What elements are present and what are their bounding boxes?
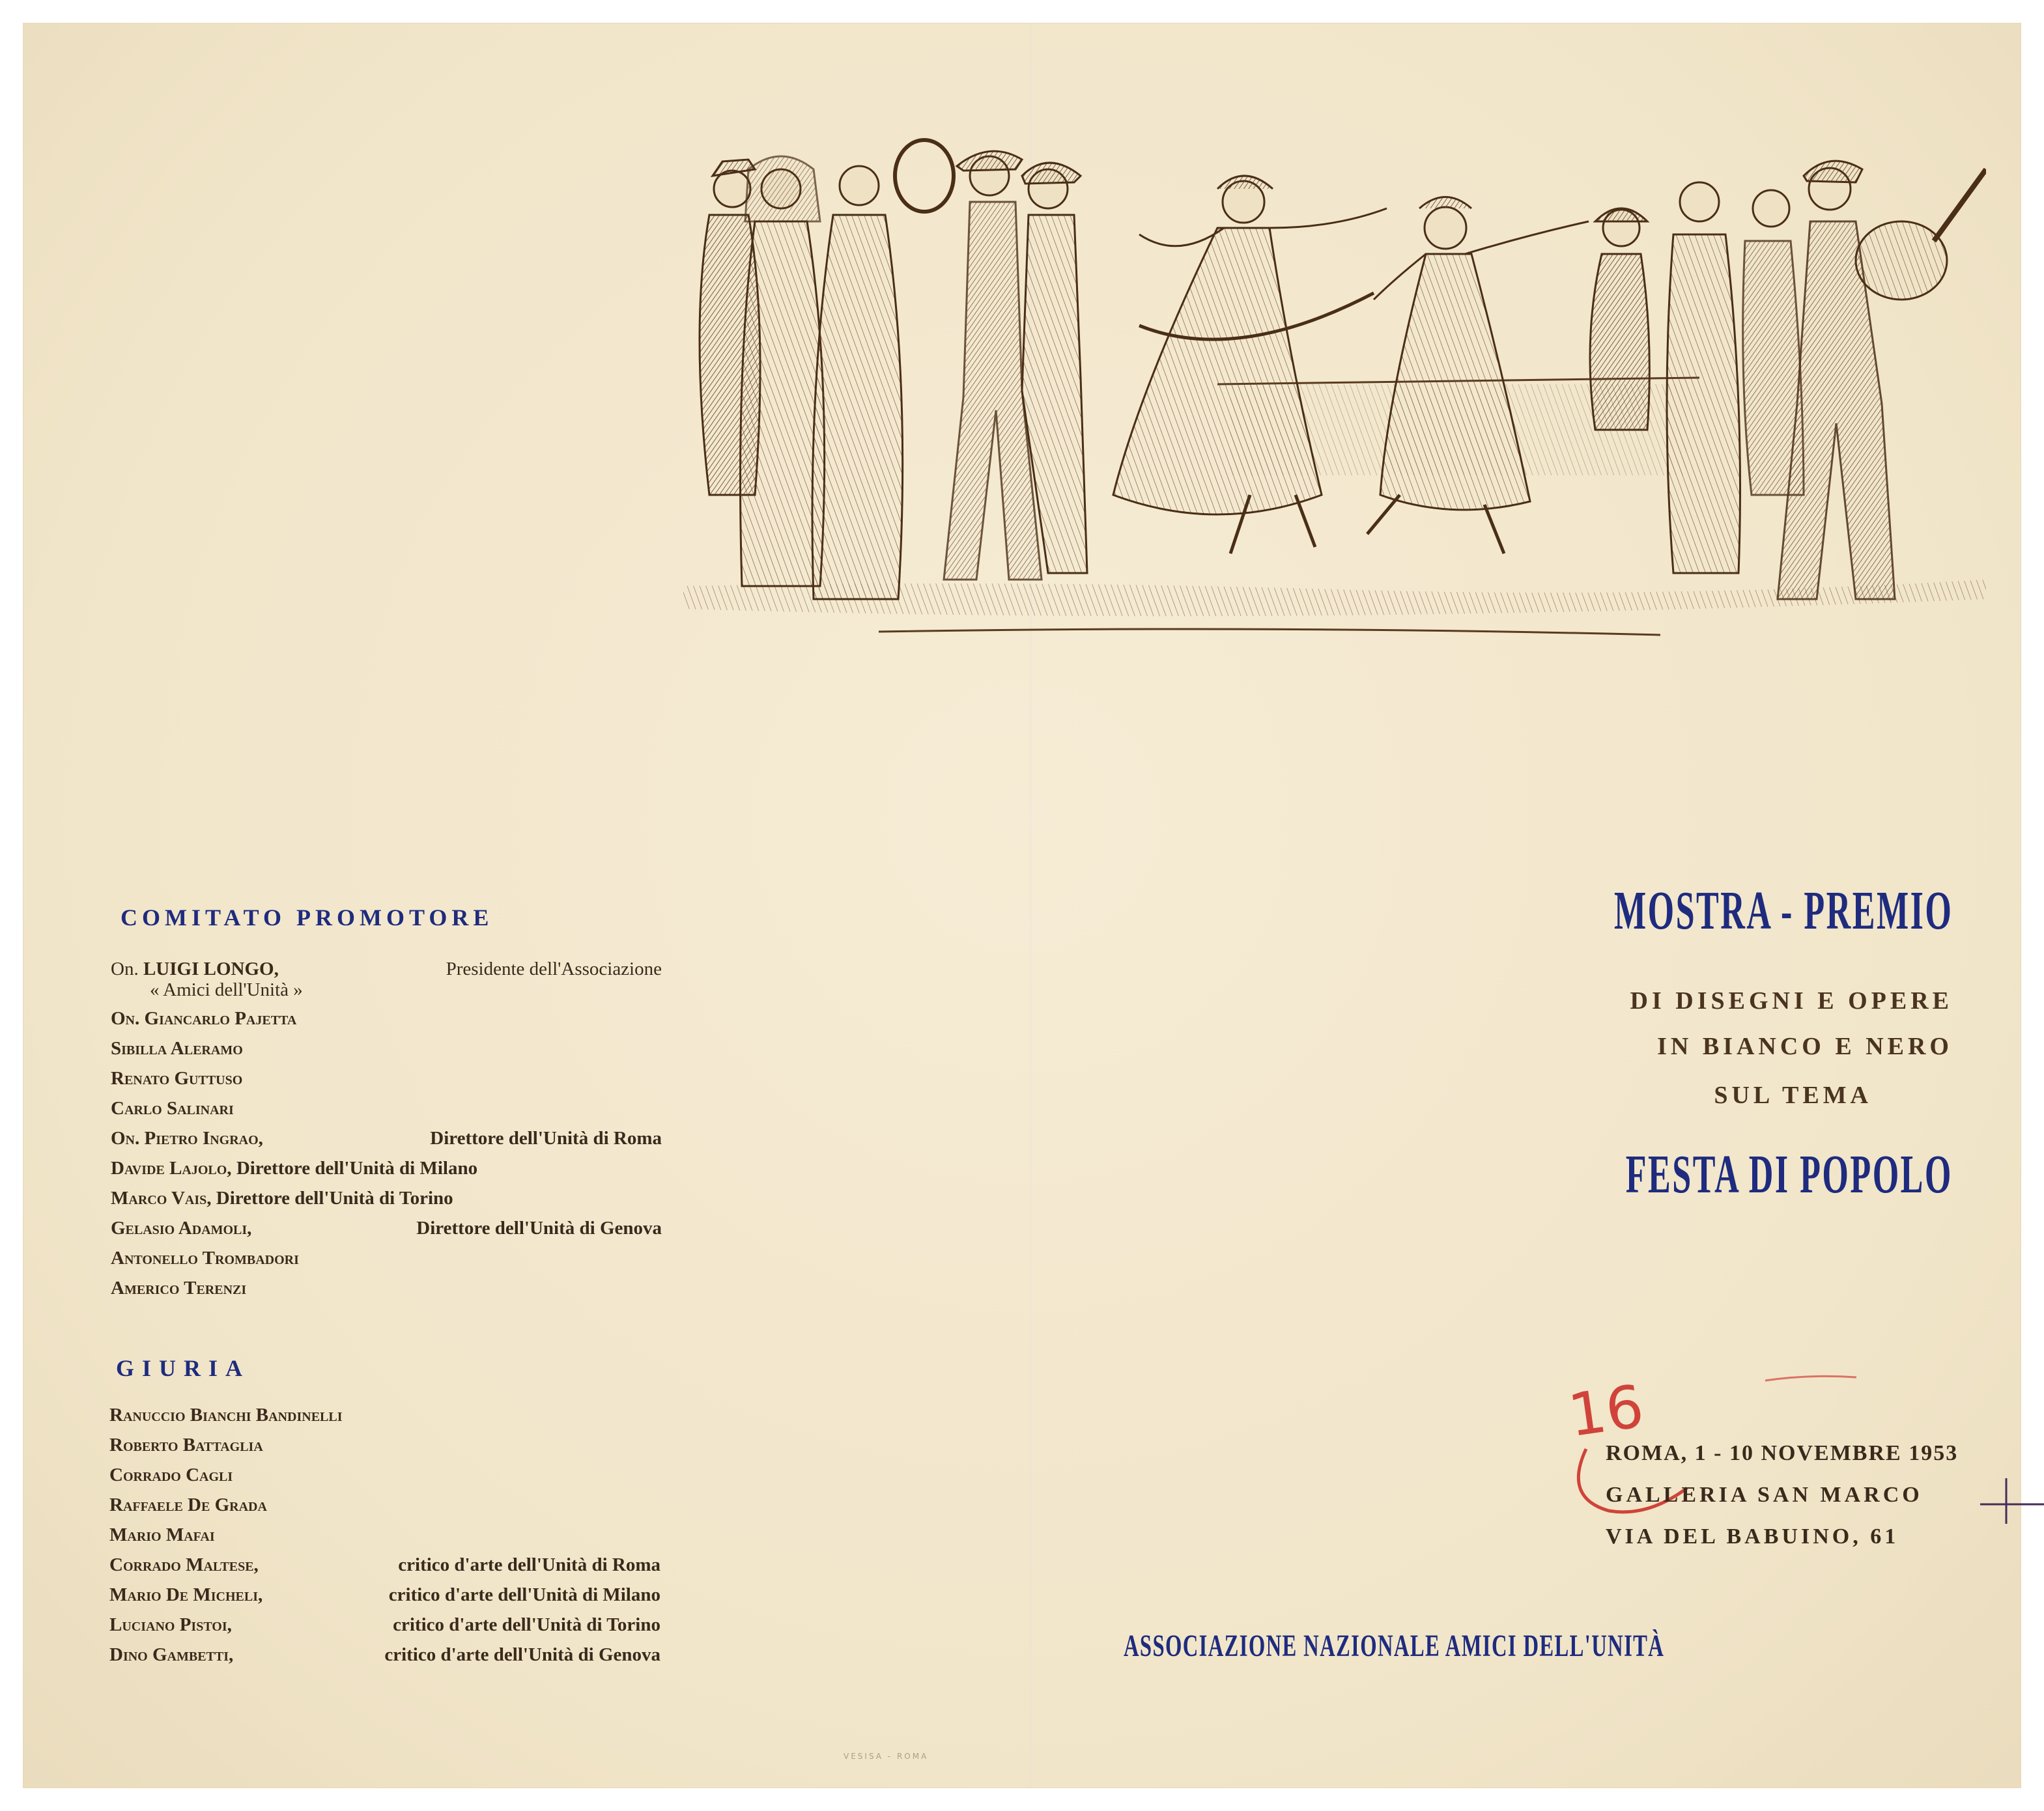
- member-name: Davide Lajolo,: [111, 1158, 232, 1179]
- committee-title: COMITATO PROMOTORE: [121, 905, 494, 931]
- member-name: Marco Vais,: [111, 1188, 212, 1209]
- printer-mark: VESISA - ROMA: [844, 1752, 929, 1761]
- member-role: Direttore dell'Unità di Torino: [216, 1188, 453, 1209]
- member-name: Carlo Salinari: [111, 1098, 234, 1119]
- list-item: [111, 1273, 677, 1303]
- folk-dance-engraving: [683, 130, 1986, 658]
- exhibition-title: MOSTRA - PREMIO: [1613, 880, 1953, 941]
- member-name: Ranuccio Bianchi Bandinelli: [109, 1405, 343, 1425]
- member-prefix: On.: [111, 959, 139, 979]
- organizer-name: ASSOCIAZIONE NAZIONALE AMICI DELL'UNITÀ: [1124, 1629, 1665, 1663]
- member-name: Americo Terenzi: [111, 1278, 247, 1299]
- member-name: Giancarlo Pajetta: [144, 1008, 297, 1029]
- list-item: [109, 1490, 676, 1520]
- list-item: [111, 1123, 662, 1153]
- member-role-continuation: « Amici dell'Unità »: [150, 979, 303, 1000]
- list-item: [111, 1093, 677, 1123]
- event-address: VIA DEL BABUINO, 61: [1606, 1524, 1899, 1549]
- member-role: Direttore dell'Unità di Milano: [236, 1158, 478, 1179]
- list-item: [111, 1213, 662, 1243]
- member-name: Pietro Ingrao,: [144, 1128, 263, 1149]
- member-name: Antonello Trombadori: [111, 1248, 299, 1269]
- list-item: [109, 1520, 676, 1550]
- member-name: Raffaele De Grada: [109, 1495, 267, 1515]
- handwritten-number: 16: [1564, 1372, 1648, 1451]
- list-item: [111, 1183, 677, 1213]
- member-name: Mario Mafai: [109, 1524, 215, 1545]
- member-name: Luciano Pistoi,: [109, 1614, 232, 1635]
- event-venue: GALLERIA SAN MARCO: [1606, 1483, 1923, 1507]
- list-item: [109, 1400, 676, 1430]
- member-role: Direttore dell'Unità di Genova: [416, 1218, 662, 1239]
- list-item: [111, 1153, 677, 1183]
- event-date: ROMA, 1 - 10 NOVEMBRE 1953: [1606, 1441, 1959, 1465]
- member-name: Renato Guttuso: [111, 1068, 243, 1089]
- member-role: critico d'arte dell'Unità di Torino: [393, 1614, 660, 1635]
- member-name: LUIGI LONGO,: [143, 959, 279, 979]
- subtitle-line-1: DI DISEGNI E OPERE: [1630, 987, 1953, 1015]
- member-role: critico d'arte dell'Unità di Roma: [398, 1554, 660, 1575]
- member-name: Corrado Maltese,: [109, 1554, 259, 1575]
- member-name: Corrado Cagli: [109, 1465, 233, 1485]
- list-item: [111, 1063, 677, 1093]
- member-name: Mario De Micheli,: [109, 1584, 263, 1605]
- list-item: [109, 1640, 660, 1670]
- list-item: [109, 1550, 660, 1580]
- committee-list: [111, 954, 677, 1303]
- list-item: [109, 1610, 660, 1640]
- jury-list: [109, 1400, 676, 1670]
- subtitle-line-3: SUL TEMA: [1714, 1082, 1872, 1109]
- member-name: Sibilla Aleramo: [111, 1038, 243, 1059]
- list-item: [111, 1033, 677, 1063]
- list-item: [109, 1430, 676, 1460]
- jury-title: GIURIA: [116, 1355, 251, 1381]
- event-details: [1606, 1433, 1958, 1558]
- list-item: [111, 1004, 677, 1033]
- list-item: [109, 1460, 676, 1490]
- member-role: Presidente dell'Associazione: [446, 959, 662, 979]
- member-name: Gelasio Adamoli,: [111, 1218, 252, 1239]
- list-item: [111, 1243, 677, 1273]
- member-role: critico d'arte dell'Unità di Milano: [388, 1584, 660, 1605]
- exhibition-theme: FESTA DI POPOLO: [1625, 1144, 1953, 1205]
- member-prefix: On.: [111, 1008, 140, 1029]
- member-name: Dino Gambetti,: [109, 1644, 234, 1665]
- member-name: Roberto Battaglia: [109, 1435, 263, 1455]
- member-role: Direttore dell'Unità di Roma: [430, 1128, 662, 1149]
- list-item: [109, 1580, 660, 1610]
- member-role: critico d'arte dell'Unità di Genova: [384, 1644, 660, 1665]
- member-prefix: On.: [111, 1128, 140, 1149]
- subtitle-line-2: IN BIANCO E NERO: [1657, 1033, 1953, 1060]
